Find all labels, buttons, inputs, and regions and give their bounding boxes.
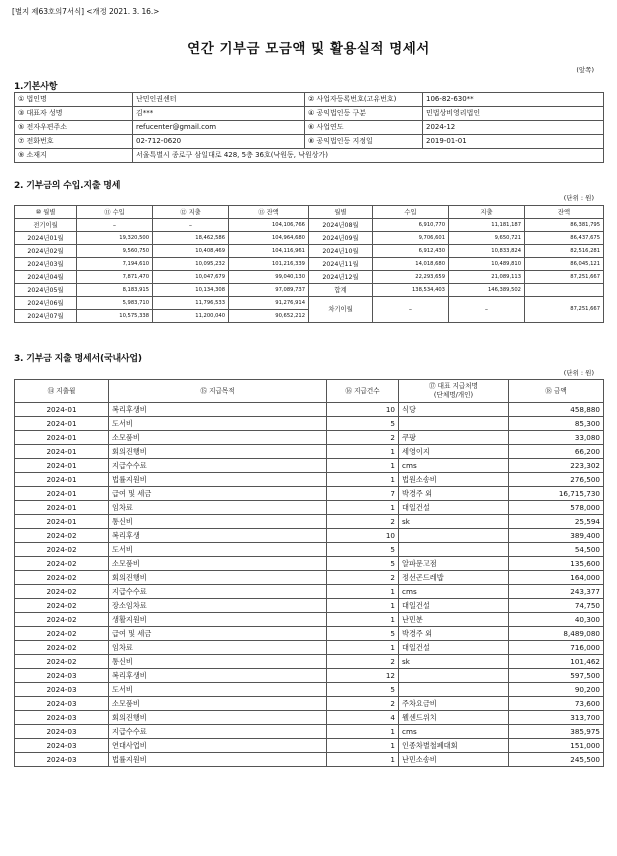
expense-payee: 법원소송비 bbox=[399, 473, 509, 487]
amount-cell: 10,047,679 bbox=[153, 271, 229, 284]
expense-count: 1 bbox=[327, 641, 399, 655]
expense-amount: 135,600 bbox=[509, 557, 604, 571]
table-row bbox=[15, 445, 604, 459]
expense-amount: 73,600 bbox=[509, 697, 604, 711]
amount-cell: 104,116,961 bbox=[229, 245, 309, 258]
expense-purpose: 통신비 bbox=[109, 655, 327, 669]
basic-info-row bbox=[15, 135, 604, 149]
amount-cell: 22,293,659 bbox=[373, 271, 449, 284]
expense-payee: cms bbox=[399, 725, 509, 739]
month-cell: 전기이월 bbox=[15, 219, 77, 232]
amount-cell: 6,910,770 bbox=[373, 219, 449, 232]
expense-month: 2024-01 bbox=[15, 473, 109, 487]
expense-month: 2024-02 bbox=[15, 655, 109, 669]
expense-amount: 276,500 bbox=[509, 473, 604, 487]
expense-amount: 40,300 bbox=[509, 613, 604, 627]
expense-month: 2024-01 bbox=[15, 515, 109, 529]
expense-purpose: 연대사업비 bbox=[109, 739, 327, 753]
carry-value: 87,251,667 bbox=[525, 297, 604, 323]
amount-cell: 10,134,308 bbox=[153, 284, 229, 297]
field-label: ② 사업자등록번호(고유번호) bbox=[305, 93, 423, 107]
field-label: ① 법인명 bbox=[15, 93, 133, 107]
address-label: ⑨ 소재지 bbox=[15, 149, 133, 163]
front-side-note: (앞쪽) bbox=[576, 66, 594, 74]
expense-month: 2024-02 bbox=[15, 585, 109, 599]
expense-count: 5 bbox=[327, 627, 399, 641]
amount-cell: 97,089,737 bbox=[229, 284, 309, 297]
expense-count: 1 bbox=[327, 473, 399, 487]
section-income-title: 2. 기부금의 수입.지출 명세 bbox=[14, 181, 121, 191]
column-header: 지출 bbox=[449, 206, 525, 219]
expense-month: 2024-01 bbox=[15, 417, 109, 431]
amount-cell: 10,833,824 bbox=[449, 245, 525, 258]
amount-cell: 10,489,810 bbox=[449, 258, 525, 271]
expense-count: 12 bbox=[327, 669, 399, 683]
expense-amount: 8,489,080 bbox=[509, 627, 604, 641]
table-row bbox=[15, 669, 604, 683]
expense-count: 5 bbox=[327, 683, 399, 697]
expense-payee: 알파문고점 bbox=[399, 557, 509, 571]
expense-month: 2024-03 bbox=[15, 669, 109, 683]
amount-cell: 10,408,469 bbox=[153, 245, 229, 258]
expense-purpose: 생활지원비 bbox=[109, 613, 327, 627]
income-expense-table bbox=[14, 205, 604, 323]
month-cell: 합계 bbox=[309, 284, 373, 297]
expense-purpose: 소모품비 bbox=[109, 557, 327, 571]
expense-month: 2024-02 bbox=[15, 543, 109, 557]
expense-month: 2024-03 bbox=[15, 711, 109, 725]
expense-count: 1 bbox=[327, 585, 399, 599]
expense-amount: 25,594 bbox=[509, 515, 604, 529]
expense-month: 2024-01 bbox=[15, 403, 109, 417]
month-cell: 2024년09월 bbox=[309, 232, 373, 245]
field-value: refucenter@gmail.com bbox=[133, 121, 305, 135]
field-value: 2024-12 bbox=[423, 121, 604, 135]
expense-purpose: 복리후생비 bbox=[109, 669, 327, 683]
amount-cell: 21,089,113 bbox=[449, 271, 525, 284]
amount-cell: 10,095,232 bbox=[153, 258, 229, 271]
expense-purpose: 임차료 bbox=[109, 641, 327, 655]
amount-cell: 146,389,502 bbox=[449, 284, 525, 297]
month-cell: 2024년11월 bbox=[309, 258, 373, 271]
field-label: ⑤ 전자우편주소 bbox=[15, 121, 133, 135]
expense-purpose: 도서비 bbox=[109, 543, 327, 557]
expense-purpose: 급여 및 세금 bbox=[109, 487, 327, 501]
table-row bbox=[15, 487, 604, 501]
expense-purpose: 급여 및 세금 bbox=[109, 627, 327, 641]
column-header: ⑭ 지출월 bbox=[15, 380, 109, 403]
income-row bbox=[15, 258, 604, 271]
expense-purpose: 통신비 bbox=[109, 515, 327, 529]
field-label: ⑥ 사업연도 bbox=[305, 121, 423, 135]
expense-count: 2 bbox=[327, 515, 399, 529]
expense-payee: 세영이지 bbox=[399, 445, 509, 459]
amount-cell: 104,106,766 bbox=[229, 219, 309, 232]
amount-cell: 86,381,795 bbox=[525, 219, 604, 232]
table-row bbox=[15, 529, 604, 543]
expense-purpose: 장소임차료 bbox=[109, 599, 327, 613]
expense-month: 2024-02 bbox=[15, 627, 109, 641]
expense-payee: 대일건설 bbox=[399, 641, 509, 655]
amount-cell: 9,706,601 bbox=[373, 232, 449, 245]
expense-month: 2024-02 bbox=[15, 571, 109, 585]
amount-cell: 82,516,281 bbox=[525, 245, 604, 258]
expense-purpose: 소모품비 bbox=[109, 697, 327, 711]
column-header: ⑮ 지급목적 bbox=[109, 380, 327, 403]
amount-cell: 8,183,915 bbox=[77, 284, 153, 297]
expense-month: 2024-01 bbox=[15, 431, 109, 445]
income-unit: (단위 : 원) bbox=[563, 194, 594, 202]
carry-value: – bbox=[449, 297, 525, 323]
expense-count: 7 bbox=[327, 487, 399, 501]
expense-amount: 33,080 bbox=[509, 431, 604, 445]
expense-amount: 101,462 bbox=[509, 655, 604, 669]
expense-amount: 716,000 bbox=[509, 641, 604, 655]
amount-cell: 11,181,187 bbox=[449, 219, 525, 232]
expense-payee bbox=[399, 417, 509, 431]
expense-purpose: 지급수수료 bbox=[109, 585, 327, 599]
amount-cell: 6,912,430 bbox=[373, 245, 449, 258]
amount-cell: 11,200,040 bbox=[153, 310, 229, 323]
expense-purpose: 회의진행비 bbox=[109, 571, 327, 585]
field-value: 김*** bbox=[133, 107, 305, 121]
expense-month: 2024-02 bbox=[15, 613, 109, 627]
basic-info-row bbox=[15, 93, 604, 107]
form-note: [별지 제63호의7서식] <개정 2021. 3. 16.> bbox=[12, 7, 160, 16]
expense-count: 2 bbox=[327, 697, 399, 711]
basic-info-row bbox=[15, 121, 604, 135]
field-label: ③ 대표자 성명 bbox=[15, 107, 133, 121]
table-row bbox=[15, 557, 604, 571]
month-cell: 2024년01월 bbox=[15, 232, 77, 245]
table-row bbox=[15, 599, 604, 613]
month-cell: 2024년04월 bbox=[15, 271, 77, 284]
amount-cell: 99,040,130 bbox=[229, 271, 309, 284]
expense-count: 1 bbox=[327, 445, 399, 459]
expense-count: 10 bbox=[327, 403, 399, 417]
expense-amount: 66,200 bbox=[509, 445, 604, 459]
expense-count: 10 bbox=[327, 529, 399, 543]
expense-amount: 16,715,730 bbox=[509, 487, 604, 501]
expense-amount: 74,750 bbox=[509, 599, 604, 613]
expense-payee: cms bbox=[399, 585, 509, 599]
expense-amount: 597,500 bbox=[509, 669, 604, 683]
field-value: 2019-01-01 bbox=[423, 135, 604, 149]
income-row bbox=[15, 219, 604, 232]
expense-payee: 인종차별철폐대회 bbox=[399, 739, 509, 753]
expense-amount: 313,700 bbox=[509, 711, 604, 725]
expense-purpose: 지급수수료 bbox=[109, 725, 327, 739]
table-row bbox=[15, 627, 604, 641]
expense-payee: 쿠팡 bbox=[399, 431, 509, 445]
table-row bbox=[15, 711, 604, 725]
column-header: 잔액 bbox=[525, 206, 604, 219]
column-header: ⑱ 금액 bbox=[509, 380, 604, 403]
amount-cell: 14,018,680 bbox=[373, 258, 449, 271]
table-row bbox=[15, 543, 604, 557]
expense-amount: 458,880 bbox=[509, 403, 604, 417]
expense-amount: 90,200 bbox=[509, 683, 604, 697]
table-row bbox=[15, 683, 604, 697]
section-basic-title: 1.기본사항 bbox=[14, 82, 58, 92]
month-cell: 2024년08월 bbox=[309, 219, 373, 232]
expense-payee: sk bbox=[399, 515, 509, 529]
table-row bbox=[15, 613, 604, 627]
expense-amount: 389,400 bbox=[509, 529, 604, 543]
expense-count: 5 bbox=[327, 557, 399, 571]
expense-month: 2024-01 bbox=[15, 459, 109, 473]
expense-payee: 정선곤드레밥 bbox=[399, 571, 509, 585]
column-header: 월별 bbox=[309, 206, 373, 219]
month-cell: 2024년12월 bbox=[309, 271, 373, 284]
basic-info-row bbox=[15, 107, 604, 121]
expense-payee: 웰센드위치 bbox=[399, 711, 509, 725]
expense-purpose: 도서비 bbox=[109, 683, 327, 697]
income-header-row bbox=[15, 206, 604, 219]
table-row bbox=[15, 753, 604, 767]
amount-cell: 90,652,212 bbox=[229, 310, 309, 323]
expense-count: 2 bbox=[327, 655, 399, 669]
expense-purpose: 회의진행비 bbox=[109, 445, 327, 459]
expense-payee bbox=[399, 543, 509, 557]
expense-amount: 385,975 bbox=[509, 725, 604, 739]
amount-cell: 7,871,470 bbox=[77, 271, 153, 284]
expense-payee: 대일건설 bbox=[399, 599, 509, 613]
expense-detail-table bbox=[14, 379, 604, 767]
expense-purpose: 회의진행비 bbox=[109, 711, 327, 725]
expense-payee: 주차요금비 bbox=[399, 697, 509, 711]
expense-payee bbox=[399, 529, 509, 543]
expense-payee: 박경주 외 bbox=[399, 627, 509, 641]
field-label: ⑧ 공익법인등 지정일 bbox=[305, 135, 423, 149]
column-header: ⑪ 수입 bbox=[77, 206, 153, 219]
month-cell: 2024년07월 bbox=[15, 310, 77, 323]
column-header: ⑫ 지출 bbox=[153, 206, 229, 219]
expense-amount: 245,500 bbox=[509, 753, 604, 767]
income-row bbox=[15, 232, 604, 245]
month-cell: 2024년10월 bbox=[309, 245, 373, 258]
month-cell: 2024년05월 bbox=[15, 284, 77, 297]
expense-purpose: 복리후생 bbox=[109, 529, 327, 543]
detail-unit: (단위 : 원) bbox=[563, 369, 594, 377]
amount-cell: 87,251,667 bbox=[525, 271, 604, 284]
amount-cell: 5,983,710 bbox=[77, 297, 153, 310]
expense-payee: sk bbox=[399, 655, 509, 669]
expense-month: 2024-03 bbox=[15, 683, 109, 697]
expense-month: 2024-01 bbox=[15, 501, 109, 515]
table-row bbox=[15, 655, 604, 669]
amount-cell: – bbox=[153, 219, 229, 232]
expense-amount: 243,377 bbox=[509, 585, 604, 599]
expense-payee: cms bbox=[399, 459, 509, 473]
table-row bbox=[15, 417, 604, 431]
income-row bbox=[15, 284, 604, 297]
field-value: 02-712-0620 bbox=[133, 135, 305, 149]
table-row bbox=[15, 501, 604, 515]
table-row bbox=[15, 697, 604, 711]
amount-cell: 104,964,680 bbox=[229, 232, 309, 245]
section-detail-title: 3. 기부금 지출 명세서(국내사업) bbox=[14, 354, 142, 364]
expense-count: 1 bbox=[327, 599, 399, 613]
expense-month: 2024-02 bbox=[15, 557, 109, 571]
column-header: ⑰ 대표 지급처명 (단체명/개인) bbox=[399, 380, 509, 403]
column-header: 수입 bbox=[373, 206, 449, 219]
expense-purpose: 도서비 bbox=[109, 417, 327, 431]
table-row bbox=[15, 641, 604, 655]
amount-cell: 86,045,121 bbox=[525, 258, 604, 271]
expense-count: 1 bbox=[327, 613, 399, 627]
address-value: 서울특별시 종로구 삼일대로 428, 5층 36호(낙원동, 낙원상가) bbox=[133, 149, 604, 163]
income-row bbox=[15, 245, 604, 258]
expense-month: 2024-03 bbox=[15, 739, 109, 753]
table-row bbox=[15, 473, 604, 487]
expense-month: 2024-01 bbox=[15, 487, 109, 501]
expense-purpose: 법률지원비 bbox=[109, 753, 327, 767]
amount-cell: 86,437,675 bbox=[525, 232, 604, 245]
expense-count: 1 bbox=[327, 753, 399, 767]
expense-count: 1 bbox=[327, 501, 399, 515]
field-label: ⑦ 전화번호 bbox=[15, 135, 133, 149]
expense-month: 2024-01 bbox=[15, 445, 109, 459]
carry-label: 차기이월 bbox=[309, 297, 373, 323]
month-cell: 2024년03월 bbox=[15, 258, 77, 271]
amount-cell: 18,462,586 bbox=[153, 232, 229, 245]
column-header: ⑬ 잔액 bbox=[229, 206, 309, 219]
expense-count: 2 bbox=[327, 571, 399, 585]
expense-payee: 난민분 bbox=[399, 613, 509, 627]
amount-cell: 101,216,339 bbox=[229, 258, 309, 271]
expense-month: 2024-02 bbox=[15, 599, 109, 613]
expense-purpose: 복리후생비 bbox=[109, 403, 327, 417]
page-title: 연간 기부금 모금액 및 활용실적 명세서 bbox=[187, 41, 430, 57]
expense-payee: 박경주 외 bbox=[399, 487, 509, 501]
table-row bbox=[15, 459, 604, 473]
table-row bbox=[15, 515, 604, 529]
expense-count: 5 bbox=[327, 417, 399, 431]
column-header: ⑩ 월별 bbox=[15, 206, 77, 219]
field-label: ④ 공익법인등 구분 bbox=[305, 107, 423, 121]
expense-amount: 54,500 bbox=[509, 543, 604, 557]
amount-cell: 7,194,610 bbox=[77, 258, 153, 271]
field-value: 106-82-630** bbox=[423, 93, 604, 107]
expense-month: 2024-03 bbox=[15, 697, 109, 711]
expense-payee: 대일건설 bbox=[399, 501, 509, 515]
field-value: 난민인권센터 bbox=[133, 93, 305, 107]
table-row bbox=[15, 571, 604, 585]
detail-header-row bbox=[15, 380, 604, 403]
basic-info-table bbox=[14, 92, 604, 163]
expense-month: 2024-03 bbox=[15, 753, 109, 767]
table-row bbox=[15, 725, 604, 739]
expense-count: 4 bbox=[327, 711, 399, 725]
field-value: 민법상비영리법인 bbox=[423, 107, 604, 121]
carry-value: – bbox=[373, 297, 449, 323]
expense-payee bbox=[399, 683, 509, 697]
basic-info-row bbox=[15, 149, 604, 163]
table-row bbox=[15, 585, 604, 599]
expense-amount: 85,300 bbox=[509, 417, 604, 431]
expense-count: 2 bbox=[327, 431, 399, 445]
table-row bbox=[15, 403, 604, 417]
expense-count: 1 bbox=[327, 739, 399, 753]
expense-count: 1 bbox=[327, 725, 399, 739]
amount-cell bbox=[525, 284, 604, 297]
expense-amount: 223,302 bbox=[509, 459, 604, 473]
table-row bbox=[15, 431, 604, 445]
expense-count: 1 bbox=[327, 459, 399, 473]
expense-payee bbox=[399, 669, 509, 683]
amount-cell: 91,276,914 bbox=[229, 297, 309, 310]
expense-count: 5 bbox=[327, 543, 399, 557]
expense-purpose: 임차료 bbox=[109, 501, 327, 515]
table-row bbox=[15, 739, 604, 753]
month-cell: 2024년02월 bbox=[15, 245, 77, 258]
amount-cell: 138,534,403 bbox=[373, 284, 449, 297]
expense-month: 2024-02 bbox=[15, 641, 109, 655]
column-header: ⑯ 지급건수 bbox=[327, 380, 399, 403]
amount-cell: 19,320,500 bbox=[77, 232, 153, 245]
expense-payee: 식당 bbox=[399, 403, 509, 417]
expense-purpose: 소모품비 bbox=[109, 431, 327, 445]
amount-cell: 9,560,750 bbox=[77, 245, 153, 258]
expense-purpose: 지급수수료 bbox=[109, 459, 327, 473]
expense-amount: 164,000 bbox=[509, 571, 604, 585]
expense-month: 2024-03 bbox=[15, 725, 109, 739]
expense-purpose: 법률지원비 bbox=[109, 473, 327, 487]
income-row bbox=[15, 271, 604, 284]
amount-cell: – bbox=[77, 219, 153, 232]
expense-amount: 578,000 bbox=[509, 501, 604, 515]
expense-amount: 151,000 bbox=[509, 739, 604, 753]
amount-cell: 9,650,721 bbox=[449, 232, 525, 245]
expense-payee: 난민소송비 bbox=[399, 753, 509, 767]
amount-cell: 11,796,533 bbox=[153, 297, 229, 310]
expense-month: 2024-02 bbox=[15, 529, 109, 543]
month-cell: 2024년06월 bbox=[15, 297, 77, 310]
income-row bbox=[15, 297, 604, 310]
amount-cell: 10,575,338 bbox=[77, 310, 153, 323]
